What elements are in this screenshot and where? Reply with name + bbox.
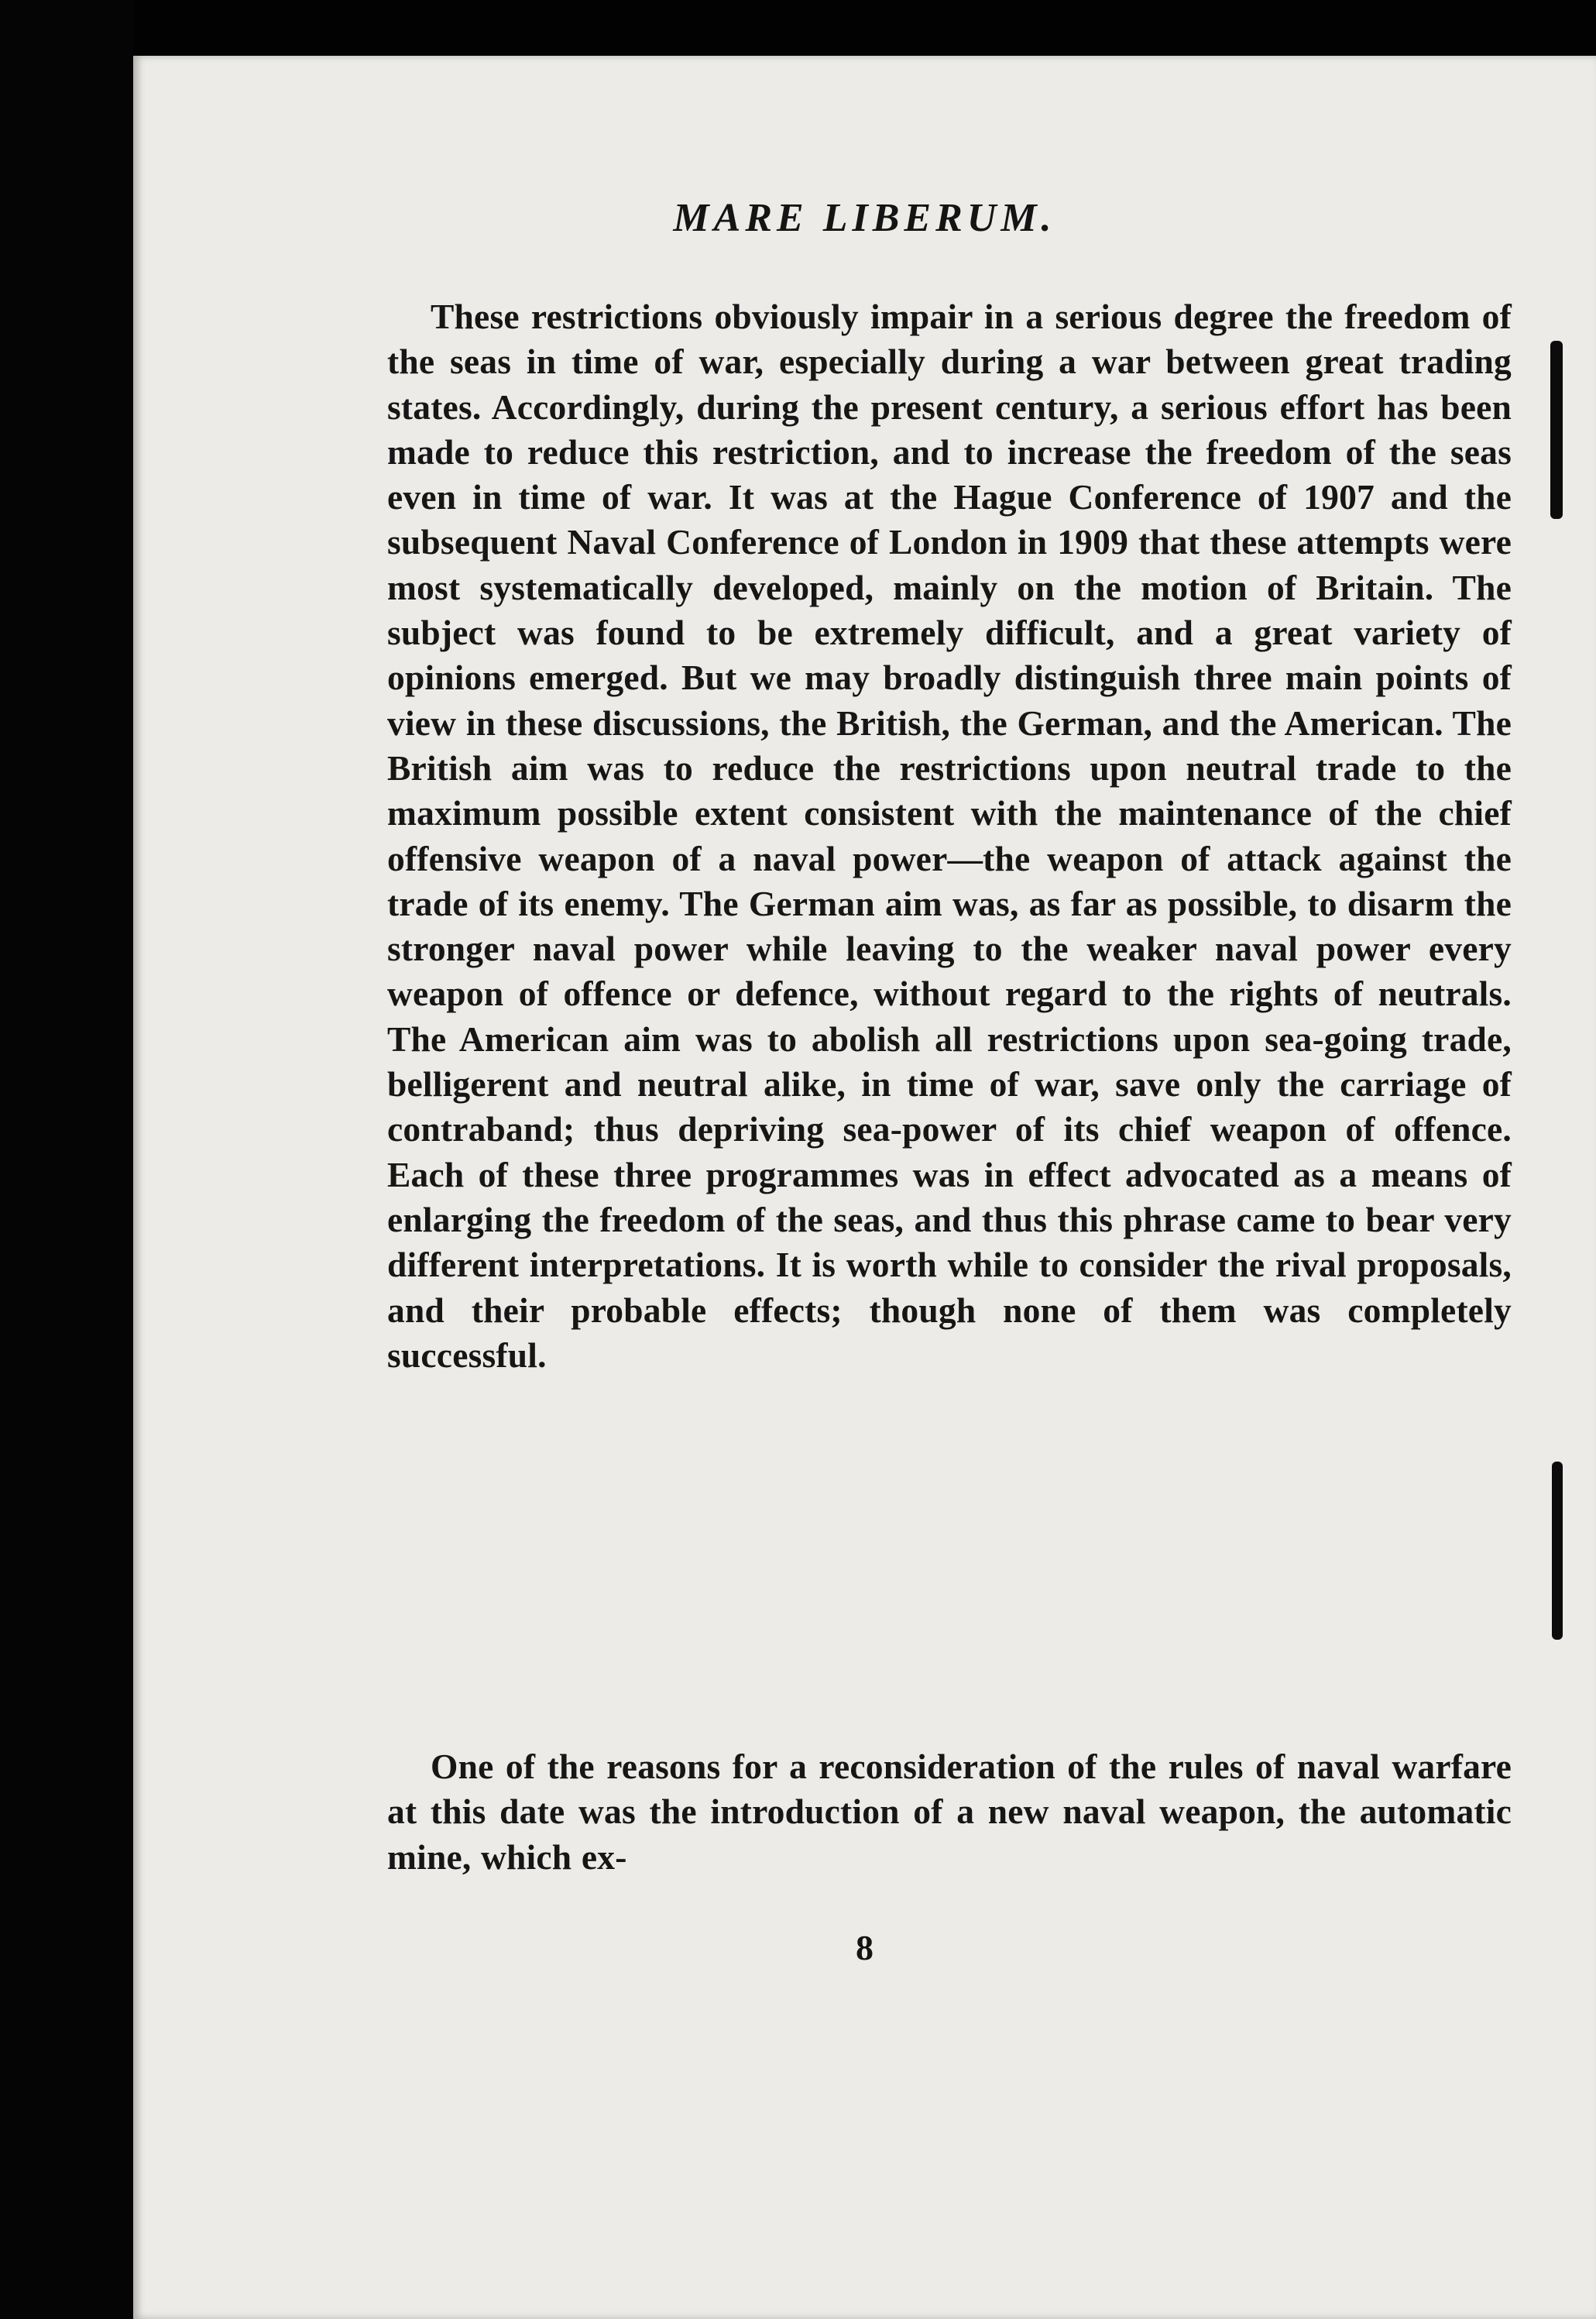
scan-border-top: [0, 0, 1596, 56]
running-head: MARE LIBERUM.: [673, 196, 1056, 240]
body-paragraph-1: These restrictions obviously impair in a serious degree the freedom of the seas in time of war, especially during a war between great trading states. Accordingly, during the present century, a serious effort has been made to reduce this restriction, and to increase the freedom of the seas even in time of war. It was at the Hague Conference of 1907 and the subsequent Naval Conference of London in 1909 that these attempts were most systematically developed, mainly on the motion of Britain. The subject was found to be extremely difficult, and a great variety of opinions emerged. But we may broadly distinguish three main points of view in these discussions, the British, the German, and the American. The British aim was to reduce the restrictions upon neutral trade to the maximum possible extent consistent with the maintenance of the chief offensive weapon of a naval power—the weapon of attack against the trade of its enemy. The German aim was, as far as possible, to disarm the stronger naval power while leaving to the weaker naval power every weapon of offence or defence, without regard to the rights of neutrals. The American aim was to abolish all restrictions upon sea-going trade, belligerent and neutral alike, in time of war, save only the carriage of contraband; thus depriving sea-power of its chief weapon of offence. Each of these three programmes was in effect advocated as a means of enlarging the freedom of the seas, and thus this phrase came to bear very different interpretations. It is worth while to consider the rival proposals, and their probable effects; though none of them was completely successful.: [387, 297, 1512, 1375]
body-paragraph-2: One of the reasons for a reconsideration of the rules of naval warfare at this date was the introduction of a new naval weapon, the automatic mine, which ex-: [387, 1747, 1512, 1877]
book-page: [133, 56, 1596, 2319]
page-number: 8: [856, 1928, 874, 1967]
binding-mark-upper: [1550, 341, 1563, 519]
scan-border-left: [0, 0, 133, 2319]
binding-mark-lower: [1552, 1462, 1563, 1640]
